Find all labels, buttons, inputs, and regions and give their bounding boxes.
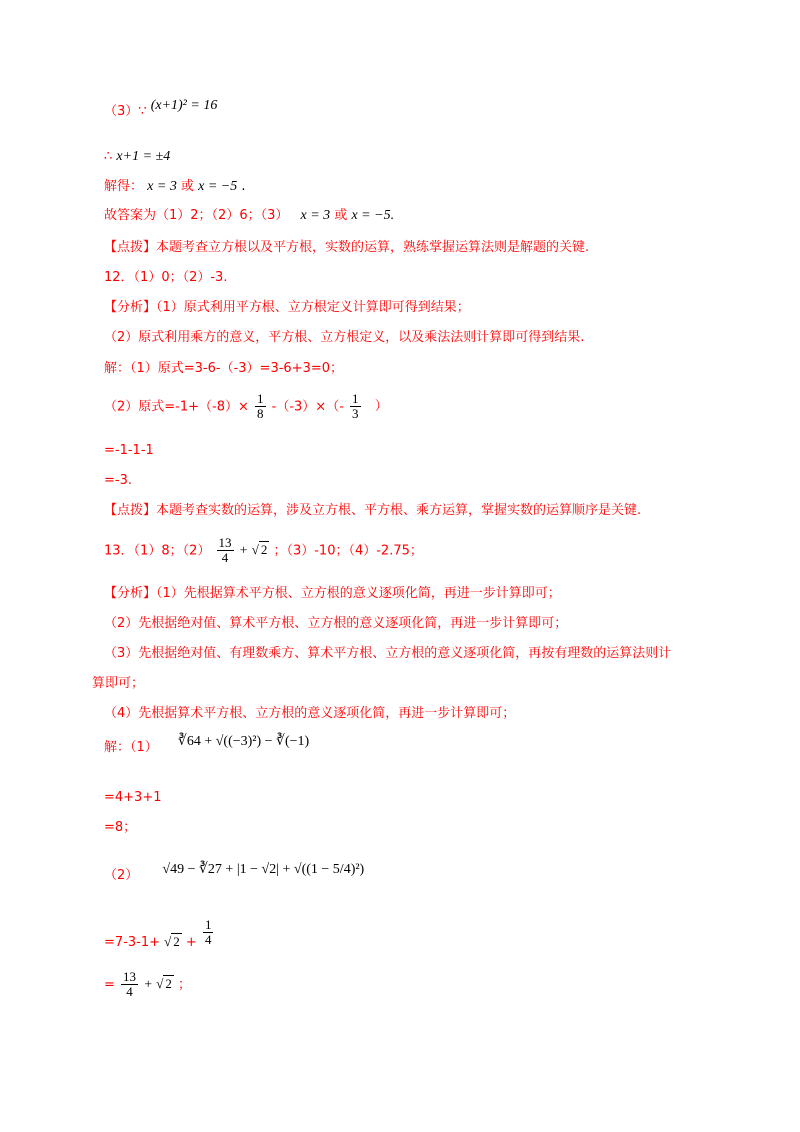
tip-12: 【点拨】本题考查实数的运算，涉及立方根、平方根、乘方运算，掌握实数的运算顺序是关键. bbox=[104, 503, 642, 518]
analysis-12-part1: 【分析】（1）原式利用平方根、立方根定义计算即可得到结果； bbox=[104, 300, 470, 315]
numerator: 1 bbox=[204, 917, 212, 932]
radicand: 2 bbox=[165, 976, 172, 992]
radicand: 2 bbox=[260, 542, 268, 558]
expr-end: ） bbox=[374, 399, 388, 415]
solution-label: 解：（1） bbox=[104, 740, 158, 755]
step-therefore bbox=[104, 149, 170, 166]
radical-expression: √49 − ∛27 + |1 − √2| + √((1 − 5/4)²) bbox=[162, 862, 365, 877]
fraction-13-over-4 bbox=[121, 970, 138, 1000]
sqrt-2: √ 2 bbox=[164, 934, 180, 950]
numerator: 1 bbox=[352, 391, 359, 406]
step-label: （3）∵ bbox=[104, 104, 147, 119]
root-2: x = −5 bbox=[198, 179, 238, 194]
solution-12-part2 bbox=[104, 392, 388, 422]
root-1: x = 3 bbox=[300, 208, 331, 223]
calc-step: =-1-1-1 bbox=[104, 443, 154, 458]
solution-prefix: 解得： bbox=[104, 179, 144, 194]
numerator: 13 bbox=[123, 969, 137, 984]
analysis-13-part4: （4）先根据算术平方根、立方根的意义逐项化简，再进一步计算即可； bbox=[104, 706, 516, 721]
step-3-given bbox=[104, 98, 218, 121]
solution-label: （2） bbox=[104, 868, 139, 883]
expr-start: =7-3-1+ bbox=[104, 935, 160, 951]
sqrt-2: √ 2 bbox=[156, 976, 172, 992]
period: . bbox=[241, 179, 246, 194]
answer-13-end: ；（3）-10；（4）-2.75； bbox=[273, 543, 423, 559]
solution-12-part1: 解：（1）原式=3-6-（-3）=3-6+3=0； bbox=[104, 361, 344, 376]
analysis-12-part2: （2）原式利用乘方的意义，平方根、立方根定义，以及乘法法则计算即可得到结果. bbox=[104, 330, 585, 345]
answer-text: 故答案为（1）2；（2）6；（3） bbox=[104, 208, 289, 223]
root-2: x = −5. bbox=[351, 208, 395, 223]
calc-result: =-3. bbox=[104, 473, 132, 488]
calc-result: =8； bbox=[104, 820, 137, 835]
solution-13-part1 bbox=[104, 734, 310, 757]
equals-sign: = bbox=[104, 977, 115, 993]
denominator: 4 bbox=[126, 984, 133, 1000]
answer-13 bbox=[104, 536, 423, 566]
tip-11: 【点拨】本题考查立方根以及平方根，实数的运算，熟练掌握运算法则是解题的关键. bbox=[104, 240, 590, 255]
denominator: 3 bbox=[352, 406, 359, 422]
root-1: x = 3 bbox=[147, 179, 177, 194]
fraction-one-quarter bbox=[203, 918, 214, 948]
denominator: 4 bbox=[204, 932, 212, 948]
therefore-symbol: ∴ bbox=[104, 149, 113, 164]
answer-13-start: 13．（1）8；（2） bbox=[104, 543, 211, 559]
denominator: 4 bbox=[221, 550, 229, 566]
equation: x+1 = ±4 bbox=[116, 149, 171, 164]
plus-sign: + bbox=[144, 977, 153, 993]
radicand: 2 bbox=[173, 934, 180, 950]
analysis-13-part1: 【分析】（1）先根据算术平方根、立方根的意义逐项化简，再进一步计算即可； bbox=[104, 586, 561, 601]
expr-middle: -（-3）×（- bbox=[271, 399, 344, 415]
radical-expression: ∛64 + √((−3)²) − ∛(−1) bbox=[177, 734, 310, 749]
fraction-13-over-4 bbox=[217, 536, 234, 566]
analysis-13-part2: （2）先根据绝对值、算术平方根、立方根的意义逐项化简，再进一步计算即可； bbox=[104, 616, 568, 631]
analysis-13-part3-cont: 算即可； bbox=[92, 676, 145, 691]
solution-line bbox=[104, 179, 246, 196]
expr-start: （2）原式=-1+（-8）× bbox=[104, 399, 249, 415]
answer-12: 12．（1）0；（2）-3. bbox=[104, 270, 228, 285]
or-word: 或 bbox=[334, 208, 348, 223]
fraction-one-third bbox=[350, 392, 361, 422]
answer-summary bbox=[104, 208, 394, 225]
numerator: 13 bbox=[218, 535, 232, 550]
sqrt-2: √ 2 bbox=[251, 542, 268, 558]
equation: (x+1)² = 16 bbox=[150, 98, 218, 113]
analysis-13-part3: （3）先根据绝对值、有理数乘方、算术平方根、立方根的意义逐项化简，再按有理数的运算法则计 bbox=[104, 646, 672, 661]
calc-step: =4+3+1 bbox=[104, 790, 162, 805]
or-word: 或 bbox=[180, 179, 194, 194]
fraction-one-eighth bbox=[255, 392, 266, 422]
calc-step bbox=[104, 917, 215, 951]
numerator: 1 bbox=[257, 391, 264, 406]
plus-sign: + bbox=[239, 543, 248, 559]
plus-sign: + bbox=[185, 935, 197, 951]
solution-13-part2 bbox=[104, 862, 365, 883]
semicolon: ； bbox=[178, 977, 192, 993]
calc-result bbox=[104, 970, 191, 1000]
denominator: 8 bbox=[257, 406, 264, 422]
